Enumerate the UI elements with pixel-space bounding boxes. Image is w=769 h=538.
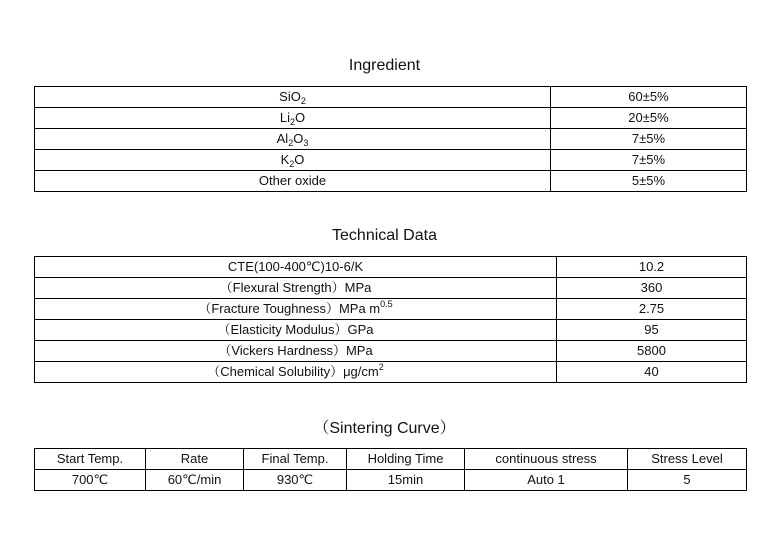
technical-value: 2.75 [557,299,747,320]
technical-data-table [34,256,747,383]
ingredient-value: 5±5% [551,171,747,192]
sintering-value-cell: 700℃ [35,470,146,491]
technical-value: 5800 [557,341,747,362]
technical-label: （Flexural Strength）MPa [35,278,557,299]
technical-data-title: Technical Data [332,227,437,244]
sintering-value-cell: 60℃/min [146,470,244,491]
technical-label: （Chemical $Solubility)\mu g/cm^2$ [35,362,557,383]
technical-row [35,341,747,362]
sintering-header-row [35,449,747,470]
sintering-value-cell: 15min [347,470,465,491]
ingredient-name: $Al_2O_3$ [35,129,551,150]
ingredient-name: $Li_2O$ [35,108,551,129]
ingredient-row [35,150,747,171]
technical-value: 95 [557,320,747,341]
sintering-header-cell: Start Temp. [35,449,146,470]
technical-value: 360 [557,278,747,299]
ingredient-name: Other oxide [35,171,551,192]
technical-row [35,320,747,341]
technical-row [35,278,747,299]
sintering-header-cell: Rate [146,449,244,470]
sintering-header-cell: Final Temp. [244,449,347,470]
ingredient-row [35,171,747,192]
technical-row [35,299,747,320]
ingredient-row [35,87,747,108]
technical-row [35,362,747,383]
sintering-curve-table [34,448,747,491]
sintering-value-cell: 930℃ [244,470,347,491]
ingredient-name: SiO$_2$ [35,87,551,108]
technical-label: CTE(100-400℃)10-6/K [35,257,557,278]
technical-label: （Fracture Toughness）MPa $m^{0.5}$ [35,299,557,320]
technical-label: （Vickers Hardness）MPa [35,341,557,362]
ingredient-table [34,86,747,192]
sintering-value-cell: Auto 1 [465,470,628,491]
ingredient-row [35,129,747,150]
ingredient-value: 7±5% [551,129,747,150]
ingredient-title: Ingredient [348,57,421,74]
sintering-curve-title: （Sintering Curve） [313,420,456,437]
ingredient-row [35,108,747,129]
ingredient-name: $K_2O$ [35,150,551,171]
technical-value: 40 [557,362,747,383]
ingredient-value: 20±5% [551,108,747,129]
technical-row [35,257,747,278]
sintering-header-cell: Holding Time [347,449,465,470]
sintering-header-cell: Stress Level [628,449,747,470]
sintering-value-row [35,470,747,491]
sintering-header-cell: continuous stress [465,449,628,470]
sintering-value-cell: 5 [628,470,747,491]
ingredient-value: 60±5% [551,87,747,108]
technical-value: 10.2 [557,257,747,278]
ingredient-value: 7±5% [551,150,747,171]
technical-label: （Elasticity Modulus）GPa [35,320,557,341]
